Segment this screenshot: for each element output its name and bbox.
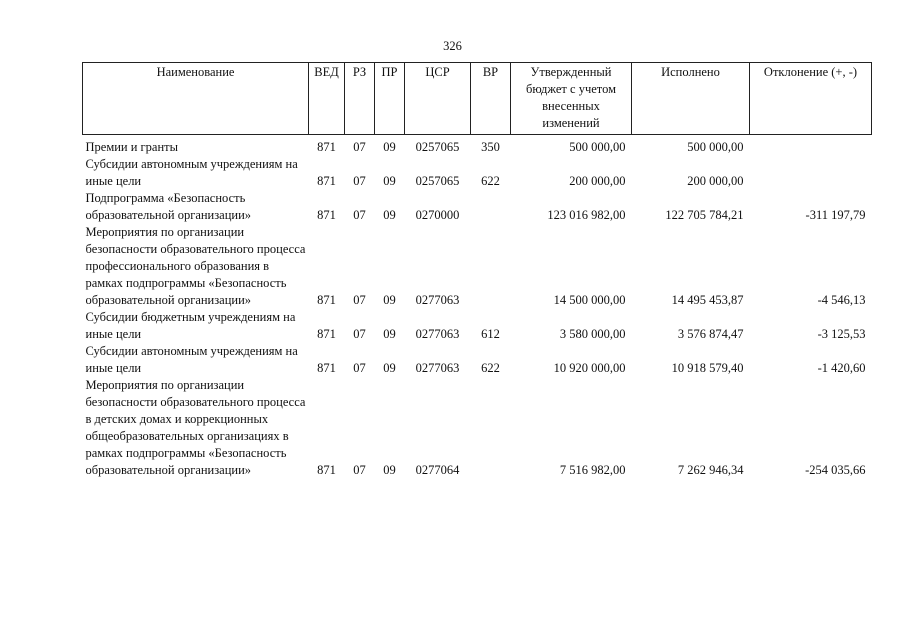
col-header-deviation: Отклонение (+, -) — [750, 63, 872, 135]
table-row — [83, 139, 872, 156]
table-row — [83, 224, 872, 309]
row-name: Подпрограмма «Безопасность образовательной организации» — [85, 191, 252, 222]
row-name: Субсидии бюджетным учреждениям на иные цели — [85, 310, 296, 341]
row-budget: 3 580 000,00 — [559, 327, 626, 341]
row-csr: 0277064 — [415, 463, 460, 477]
row-ved: 871 — [317, 174, 336, 188]
table-row — [83, 190, 872, 224]
row-executed: 200 000,00 — [687, 174, 744, 188]
row-ved: 871 — [317, 361, 336, 375]
row-vr: 612 — [481, 327, 500, 341]
col-header-budget: Утвержденный бюджет с учетом внесенных изменений — [511, 63, 632, 135]
row-vr — [471, 224, 511, 309]
row-budget: 500 000,00 — [569, 140, 626, 154]
col-header-name: Наименование — [83, 63, 309, 135]
table-row — [83, 309, 872, 343]
row-csr: 0257065 — [415, 174, 460, 188]
table-body — [83, 135, 872, 480]
row-deviation: -1 420,60 — [817, 361, 866, 375]
row-name: Премии и гранты — [85, 140, 179, 154]
row-budget: 7 516 982,00 — [559, 463, 626, 477]
row-budget: 200 000,00 — [569, 174, 626, 188]
row-rz: 07 — [353, 174, 366, 188]
row-ved: 871 — [317, 293, 336, 307]
table-row — [83, 156, 872, 190]
row-deviation: -3 125,53 — [817, 327, 866, 341]
row-deviation: -311 197,79 — [805, 208, 866, 222]
col-header-vr: ВР — [471, 63, 511, 135]
table-row — [83, 377, 872, 479]
col-header-rz: РЗ — [345, 63, 375, 135]
row-executed: 500 000,00 — [687, 140, 744, 154]
row-pr: 09 — [383, 208, 396, 222]
row-pr: 09 — [383, 361, 396, 375]
row-deviation — [750, 139, 872, 156]
row-csr: 0257065 — [415, 140, 460, 154]
row-name: Субсидии автономным учреждениям на иные цели — [85, 344, 298, 375]
row-rz: 07 — [353, 293, 366, 307]
row-ved: 871 — [317, 140, 336, 154]
row-rz: 07 — [353, 140, 366, 154]
row-executed: 7 262 946,34 — [677, 463, 744, 477]
row-pr: 09 — [383, 327, 396, 341]
row-rz: 07 — [353, 361, 366, 375]
row-executed: 122 705 784,21 — [665, 208, 744, 222]
row-rz: 07 — [353, 208, 366, 222]
row-csr: 0277063 — [415, 293, 460, 307]
row-deviation — [750, 156, 872, 190]
row-name: Мероприятия по организации безопасности образовательного процесса в детских домах и коррекционных общеобразовательных организациях в рамках подпрограммы «Безопасность образовательной организации» — [85, 378, 306, 477]
row-executed: 10 918 579,40 — [671, 361, 744, 375]
row-name: Субсидии автономным учреждениям на иные цели — [85, 157, 298, 188]
row-csr: 0277063 — [415, 361, 460, 375]
row-pr: 09 — [383, 140, 396, 154]
page-number: 326 — [443, 39, 462, 53]
row-rz: 07 — [353, 463, 366, 477]
row-pr: 09 — [383, 174, 396, 188]
table-row — [83, 343, 872, 377]
row-ved: 871 — [317, 208, 336, 222]
row-pr: 09 — [383, 463, 396, 477]
row-deviation: -4 546,13 — [817, 293, 866, 307]
row-executed: 14 495 453,87 — [671, 293, 744, 307]
row-pr: 09 — [383, 293, 396, 307]
row-executed: 3 576 874,47 — [677, 327, 744, 341]
row-budget: 123 016 982,00 — [547, 208, 626, 222]
col-header-ved: ВЕД — [309, 63, 345, 135]
row-vr — [471, 190, 511, 224]
row-budget: 10 920 000,00 — [553, 361, 626, 375]
row-deviation: -254 035,66 — [805, 463, 866, 477]
col-header-pr: ПР — [375, 63, 405, 135]
row-rz: 07 — [353, 327, 366, 341]
row-csr: 0277063 — [415, 327, 460, 341]
col-header-executed: Исполнено — [632, 63, 750, 135]
col-header-csr: ЦСР — [405, 63, 471, 135]
row-vr — [471, 377, 511, 479]
row-budget: 14 500 000,00 — [553, 293, 626, 307]
row-vr: 622 — [481, 174, 500, 188]
row-vr: 350 — [481, 140, 500, 154]
budget-table — [82, 62, 872, 479]
row-name: Мероприятия по организации безопасности образовательного процесса профессионального образования в рамках подпрограммы «Безопасность образовательной организации» — [85, 225, 306, 307]
table-header — [83, 63, 872, 135]
row-ved: 871 — [317, 327, 336, 341]
row-vr: 622 — [481, 361, 500, 375]
row-csr: 0270000 — [415, 208, 460, 222]
row-ved: 871 — [317, 463, 336, 477]
